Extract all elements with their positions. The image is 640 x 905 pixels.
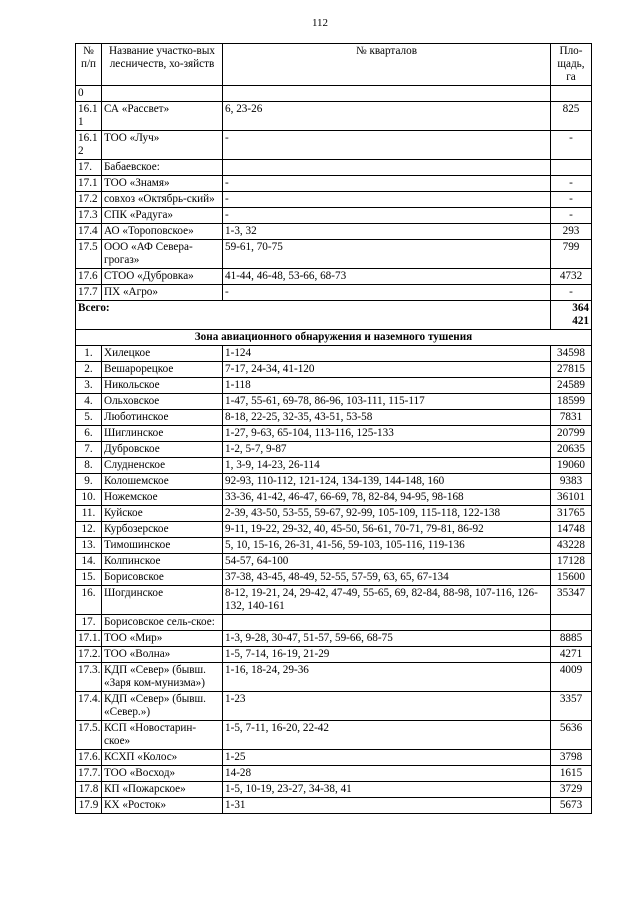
cell-name: СА «Рассвет» [102,102,223,131]
cell-no: 5. [76,410,102,426]
cell-name: Колошемское [102,474,223,490]
cell-no: 17. [76,615,102,631]
cell-no: 16.1 1 [76,102,102,131]
cell-area: 36101 [551,490,592,506]
cell-name: КСП «Новостарин-ское» [102,721,223,750]
cell-no: 17.7 [76,285,102,301]
cell-quarters: - [223,192,551,208]
cell-name: Слудненское [102,458,223,474]
cell-area: 34598 [551,346,592,362]
cell-no: 3. [76,378,102,394]
cell-area: 4732 [551,269,592,285]
table-row [76,394,592,410]
table-row [76,176,592,192]
table-row [76,721,592,750]
table-row [76,458,592,474]
cell-name: ТОО «Волна» [102,647,223,663]
cell-area: 3357 [551,692,592,721]
cell-name: КДП «Север» (бывш. «Заря ком-мунизма») [102,663,223,692]
cell-quarters: 41-44, 46-48, 53-66, 68-73 [223,269,551,285]
cell-area: - [551,131,592,160]
cell-name: ООО «АФ Севера-грогаз» [102,240,223,269]
cell-quarters: - [223,176,551,192]
cell-no: 17.5 [76,240,102,269]
cell-name: Вешарорецкое [102,362,223,378]
cell-no: 16.1 2 [76,131,102,160]
cell-area: 293 [551,224,592,240]
cell-quarters: 6, 23-26 [223,102,551,131]
cell-no: 10. [76,490,102,506]
cell-quarters: - [223,285,551,301]
cell-area: 5673 [551,798,592,814]
cell-name: Курбозерское [102,522,223,538]
cell-name: КХ «Росток» [102,798,223,814]
table-row [76,647,592,663]
cell-no: 2. [76,362,102,378]
quarters-table [75,43,592,814]
cell-no: 9. [76,474,102,490]
cell-area: 15600 [551,570,592,586]
cell-name: Борисовское [102,570,223,586]
table-row [76,346,592,362]
cell-quarters: 1-27, 9-63, 65-104, 113-116, 125-133 [223,426,551,442]
table-row [76,285,592,301]
cell-area: - [551,176,592,192]
cell-quarters: 1-5, 7-14, 16-19, 21-29 [223,647,551,663]
cell-area: - [551,285,592,301]
cell-name: ТОО «Восход» [102,766,223,782]
cell-area: 19060 [551,458,592,474]
cell-name: совхоз «Октябрь-ский» [102,192,223,208]
cell-name: ТОО «Знамя» [102,176,223,192]
cell-name: АО «Тороповское» [102,224,223,240]
cell-no: 17.4. [76,692,102,721]
cell-quarters: 1-31 [223,798,551,814]
cell-quarters: 1-118 [223,378,551,394]
cell-no: 17.9 [76,798,102,814]
table-row [76,522,592,538]
cell-no: 4. [76,394,102,410]
table-row [76,86,592,102]
cell-area: 5636 [551,721,592,750]
cell-quarters: 1, 3-9, 14-23, 26-114 [223,458,551,474]
cell-no: 17.5. [76,721,102,750]
cell-no: 13. [76,538,102,554]
table-row [76,782,592,798]
cell-name: Тимошинское [102,538,223,554]
cell-quarters: 1-3, 9-28, 30-47, 51-57, 59-66, 68-75 [223,631,551,647]
table-row [76,692,592,721]
cell-no: 7. [76,442,102,458]
cell-quarters: 9-11, 19-22, 29-32, 40, 45-50, 56-61, 70-71, 79-81, 86-92 [223,522,551,538]
cell-no: 17.4 [76,224,102,240]
cell-area: 43228 [551,538,592,554]
cell-no: 17.3 [76,208,102,224]
table-row [76,615,592,631]
cell-area: 18599 [551,394,592,410]
cell-name: Бабаевское: [102,160,223,176]
header-no: № п/п [76,44,102,86]
table-row [76,240,592,269]
table-body-part1 [76,86,592,301]
cell-quarters: 1-47, 55-61, 69-78, 86-96, 103-111, 115-117 [223,394,551,410]
cell-quarters: 7-17, 24-34, 41-120 [223,362,551,378]
cell-area: 8885 [551,631,592,647]
cell-name: ТОО «Луч» [102,131,223,160]
table-row [76,426,592,442]
cell-name: Шиглинское [102,426,223,442]
cell-quarters: - [223,131,551,160]
cell-area: - [551,192,592,208]
cell-quarters: 1-25 [223,750,551,766]
cell-area: 20635 [551,442,592,458]
table-row [76,131,592,160]
table-row [76,554,592,570]
table-row [76,192,592,208]
header-name: Название участко-вых лесничеств, хо-зяйств [102,44,223,86]
total-area: 364 421 [551,301,592,330]
cell-area: 24589 [551,378,592,394]
cell-quarters: 1-5, 7-11, 16-20, 22-42 [223,721,551,750]
cell-name: Куйское [102,506,223,522]
cell-area [551,86,592,102]
cell-name: Шогдинское [102,586,223,615]
cell-name: ПХ «Агро» [102,285,223,301]
cell-area: 9383 [551,474,592,490]
cell-area: - [551,208,592,224]
cell-name: Ножемское [102,490,223,506]
page-number: 112 [311,17,329,29]
cell-no: 17. [76,160,102,176]
cell-area: 7831 [551,410,592,426]
table-row [76,208,592,224]
table-row [76,506,592,522]
cell-no: 12. [76,522,102,538]
cell-area: 4009 [551,663,592,692]
cell-name [102,86,223,102]
cell-area: 1615 [551,766,592,782]
table-row [76,442,592,458]
cell-name: СТОО «Дубровка» [102,269,223,285]
table-row [76,663,592,692]
table-row [76,490,592,506]
cell-name: КДП «Север» (бывш. «Север.») [102,692,223,721]
table-row [76,224,592,240]
cell-no: 17.3. [76,663,102,692]
cell-no: 16. [76,586,102,615]
cell-name: Никольское [102,378,223,394]
table-row [76,410,592,426]
table-row [76,474,592,490]
table-row [76,362,592,378]
table-row [76,102,592,131]
cell-area: 3729 [551,782,592,798]
cell-area: 35347 [551,586,592,615]
cell-quarters: 14-28 [223,766,551,782]
table-row [76,798,592,814]
cell-no: 17.1. [76,631,102,647]
cell-quarters: 1-124 [223,346,551,362]
cell-no: 17.2 [76,192,102,208]
cell-quarters: 8-12, 19-21, 24, 29-42, 47-49, 55-65, 69, 82-84, 88-98, 107-116, 126-132, 140-161 [223,586,551,615]
table-row [76,378,592,394]
cell-quarters [223,615,551,631]
cell-quarters [223,86,551,102]
cell-area: 825 [551,102,592,131]
cell-quarters: - [223,208,551,224]
cell-no: 17.1 [76,176,102,192]
cell-no: 14. [76,554,102,570]
table-row [76,750,592,766]
cell-quarters: 1-23 [223,692,551,721]
cell-area: 31765 [551,506,592,522]
table-body-total [76,301,592,346]
cell-no: 17.6. [76,750,102,766]
cell-area: 4271 [551,647,592,663]
cell-no: 11. [76,506,102,522]
cell-area: 799 [551,240,592,269]
table-row [76,631,592,647]
header-quarters: № кварталов [223,44,551,86]
header-area: Пло-щадь, га [551,44,592,86]
cell-quarters: 2-39, 43-50, 53-55, 59-67, 92-99, 105-109, 115-118, 122-138 [223,506,551,522]
cell-quarters: 1-3, 32 [223,224,551,240]
cell-area: 3798 [551,750,592,766]
cell-name: Дубровское [102,442,223,458]
cell-no: 17.8 [76,782,102,798]
cell-area: 17128 [551,554,592,570]
zone-title: Зона авиационного обнаружения и наземного тушения [76,330,592,346]
cell-name: Колпинское [102,554,223,570]
total-label: Всего: [76,301,551,330]
cell-quarters: 5, 10, 15-16, 26-31, 41-56, 59-103, 105-116, 119-136 [223,538,551,554]
cell-quarters: 1-16, 18-24, 29-36 [223,663,551,692]
cell-name: КП «Пожарское» [102,782,223,798]
total-row [76,301,592,330]
cell-name: Борисовское сель-ское: [102,615,223,631]
table-row [76,766,592,782]
cell-quarters: 54-57, 64-100 [223,554,551,570]
cell-name: ТОО «Мир» [102,631,223,647]
table-row [76,160,592,176]
cell-quarters: 1-5, 10-19, 23-27, 34-38, 41 [223,782,551,798]
cell-no: 6. [76,426,102,442]
cell-quarters: 92-93, 110-112, 121-124, 134-139, 144-148, 160 [223,474,551,490]
cell-no: 1. [76,346,102,362]
cell-no: 17.2. [76,647,102,663]
cell-name: СПК «Радуга» [102,208,223,224]
cell-quarters: 33-36, 41-42, 46-47, 66-69, 78, 82-84, 94-95, 98-168 [223,490,551,506]
cell-no: 17.7. [76,766,102,782]
cell-quarters: 59-61, 70-75 [223,240,551,269]
cell-quarters: 1-2, 5-7, 9-87 [223,442,551,458]
cell-area: 20799 [551,426,592,442]
table-row [76,586,592,615]
cell-area: 27815 [551,362,592,378]
zone-title-row [76,330,592,346]
cell-no: 0 [76,86,102,102]
cell-name: Ольховское [102,394,223,410]
cell-quarters [223,160,551,176]
cell-area: 14748 [551,522,592,538]
cell-quarters: 37-38, 43-45, 48-49, 52-55, 57-59, 63, 65, 67-134 [223,570,551,586]
cell-name: Люботинское [102,410,223,426]
table-body-part2 [76,346,592,814]
cell-name: КСХП «Колос» [102,750,223,766]
cell-quarters: 8-18, 22-25, 32-35, 43-51, 53-58 [223,410,551,426]
table-row [76,269,592,285]
table-row [76,538,592,554]
cell-name: Хилецкое [102,346,223,362]
cell-area [551,160,592,176]
cell-area [551,615,592,631]
cell-no: 8. [76,458,102,474]
cell-no: 17.6 [76,269,102,285]
table-row [76,570,592,586]
table-header-row [76,44,592,86]
cell-no: 15. [76,570,102,586]
